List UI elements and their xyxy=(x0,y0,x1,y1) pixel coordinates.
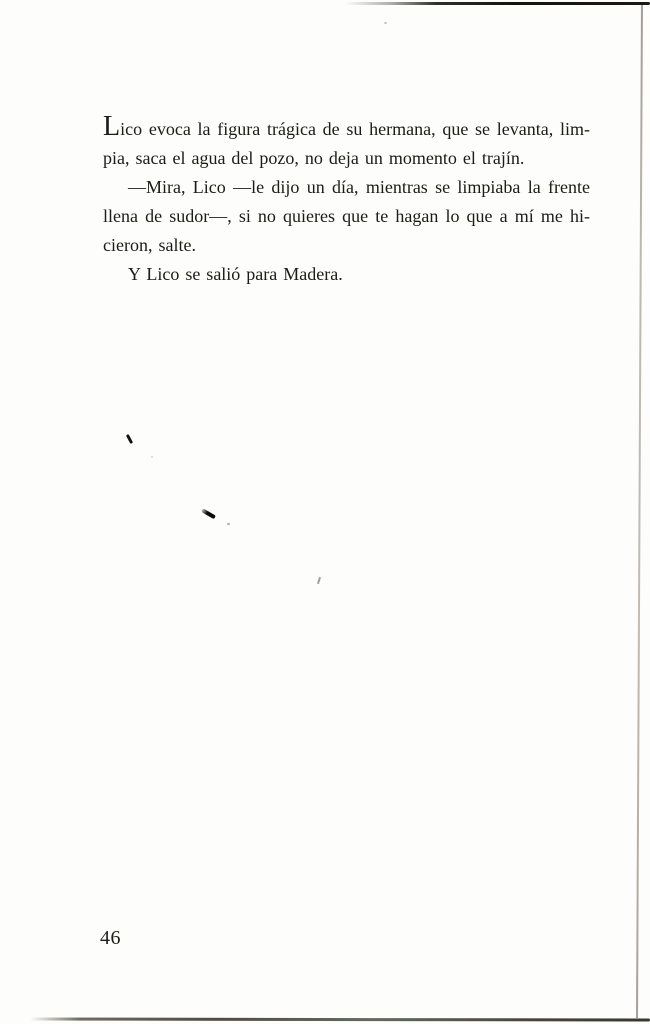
text-line: llena de sudor—, si no quieres que te hagan lo que a mí me hi- xyxy=(103,206,590,226)
text-line: pia, saca el agua del pozo, no deja un momento el trajín. xyxy=(103,148,525,168)
drop-cap: L xyxy=(103,111,121,142)
scan-artifact-faint-slash xyxy=(317,577,321,584)
scan-artifact-bottom-edge-line xyxy=(30,1017,650,1021)
scan-artifact-faint-dot xyxy=(227,523,230,525)
scan-artifact-ink-speck xyxy=(126,434,133,444)
text-line xyxy=(103,112,590,144)
text-line: cieron, salte. xyxy=(103,235,196,255)
scan-artifact-top-edge-line xyxy=(345,2,650,5)
text-line: Y Lico se salió para Madera. xyxy=(128,264,343,284)
scan-artifact-ink-speck xyxy=(201,508,216,519)
line-text: ico evoca la figura trágica de su hermana, que se levanta, lim- xyxy=(120,119,590,139)
page-number: 46 xyxy=(100,927,121,949)
text-line: —Mira, Lico —le dijo un día, mientras se limpiaba la frente xyxy=(128,177,590,197)
scan-artifact-faint-dot xyxy=(384,22,387,24)
scan-artifact-right-border-line xyxy=(636,5,643,1019)
scan-artifact-faint-dot xyxy=(151,456,153,458)
body-text xyxy=(103,112,590,289)
